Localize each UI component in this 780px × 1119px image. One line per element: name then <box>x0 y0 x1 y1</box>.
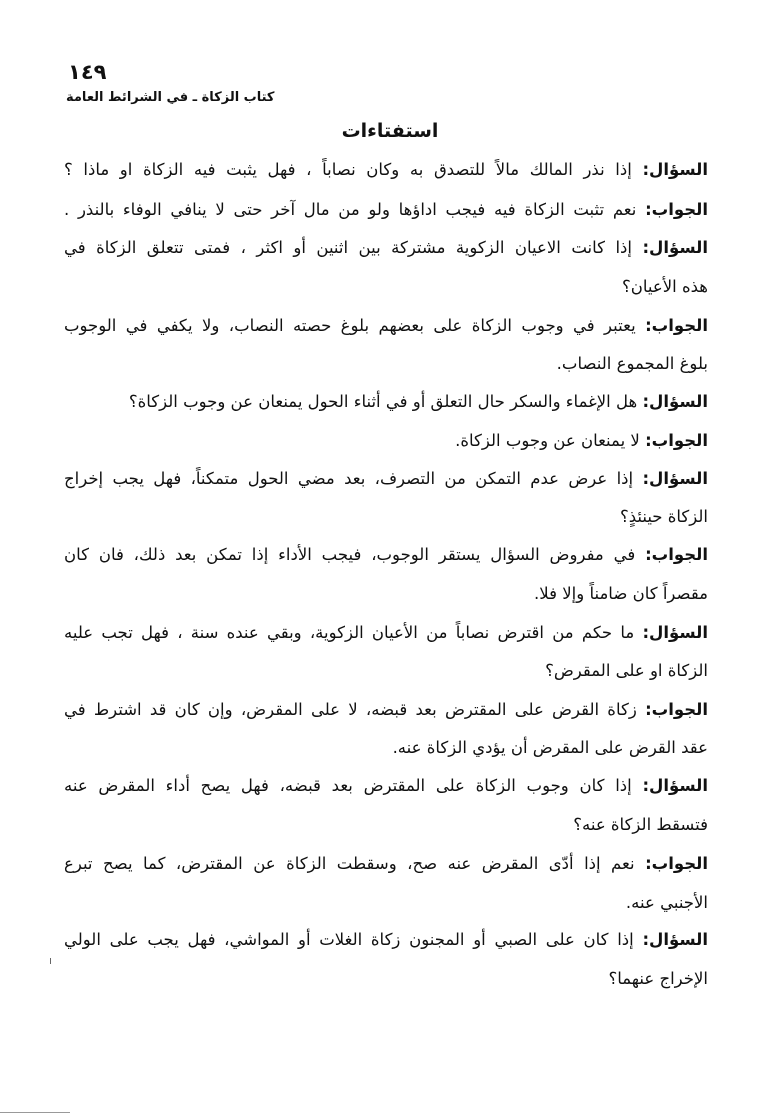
line-text: لا يمنعان عن وجوب الزكاة. <box>455 431 646 450</box>
text-line <box>64 967 708 991</box>
line-text: مقصراً كان ضامناً وإلا فلا. <box>534 584 708 603</box>
line-text: ما حكم من اقترض نصاباً من الأعيان الزكوية، وبقي عنده سنة ، فهل تجب عليه <box>64 623 643 642</box>
line-text: زكاة القرض على المقترض بعد قبضه، لا على المقرض، وإن كان قد اشترط في <box>64 700 646 719</box>
text-line <box>64 158 708 182</box>
bottom-rule <box>0 1112 70 1113</box>
line-text: الأجنبي عنه. <box>625 893 708 912</box>
text-line <box>64 891 708 915</box>
text-line <box>64 198 708 222</box>
text-line <box>64 236 708 260</box>
text-line <box>64 852 708 876</box>
text-line <box>64 582 708 606</box>
page-number: ١٤٩ <box>68 60 107 84</box>
text-line <box>64 429 708 453</box>
answer-label: الجواب: <box>645 700 708 719</box>
line-text: الزكاة او على المقرض؟ <box>545 661 708 680</box>
text-line <box>64 467 708 491</box>
question-label: السؤال: <box>642 160 708 179</box>
text-line <box>64 813 708 837</box>
answer-label: الجواب: <box>645 316 708 335</box>
answer-label: الجواب: <box>645 854 708 873</box>
answer-label: الجواب: <box>645 200 708 219</box>
line-text: إذا نذر المالك مالاً للتصدق به وكان نصاباً ، فهل يثبت فيه الزكاة او ماذا ؟ <box>64 160 643 179</box>
line-text: إذا عرض عدم التمكن من التصرف، بعد مضي الحول متمكناً، فهل يجب إخراج <box>64 469 643 488</box>
line-text: نعم تثبت الزكاة فيه فيجب اداؤها ولو من مال آخر حتى لا ينافي الوفاء بالنذر . <box>64 200 646 219</box>
question-label: السؤال: <box>642 469 708 488</box>
line-text: في مفروض السؤال يستقر الوجوب، فيجب الأداء إذا تمكن بعد ذلك، فان كان <box>64 545 646 564</box>
section-title: استفتاءات <box>341 120 439 142</box>
text-line <box>64 621 708 645</box>
answer-label: الجواب: <box>645 545 708 564</box>
text-line <box>64 275 708 299</box>
text-line <box>64 390 708 414</box>
margin-mark <box>50 958 51 964</box>
text-line <box>64 928 708 952</box>
line-text: عقد القرض على المقرض أن يؤدي الزكاة عنه. <box>392 738 708 757</box>
answer-label: الجواب: <box>645 431 708 450</box>
text-line <box>64 505 708 529</box>
line-text: فتسقط الزكاة عنه؟ <box>573 815 708 834</box>
line-text: إذا كانت الاعيان الزكوية مشتركة بين اثنين أو اكثر ، فمتى تتعلق الزكاة في <box>64 238 643 257</box>
text-line <box>64 352 708 376</box>
line-text: هذه الأعيان؟ <box>622 277 708 296</box>
text-line <box>64 774 708 798</box>
line-text: نعم إذا أدّى المقرض عنه صح، وسقطت الزكاة عن المقترض، كما يصح تبرع <box>64 854 646 873</box>
line-text: إذا كان وجوب الزكاة على المقترض بعد قبضه، فهل يصح أداء المقرض عنه <box>64 776 643 795</box>
line-text: إذا كان على الصبي أو المجنون زكاة الغلات أو المواشي، فهل يجب على الولي <box>64 930 643 949</box>
text-line <box>64 736 708 760</box>
question-label: السؤال: <box>642 930 708 949</box>
line-text: الزكاة حينئذٍ؟ <box>619 507 708 526</box>
text-line <box>64 698 708 722</box>
question-label: السؤال: <box>642 392 708 411</box>
line-text: يعتبر في وجوب الزكاة على بعضهم بلوغ حصته النصاب، ولا يكفي في الوجوب <box>64 316 646 335</box>
line-text: هل الإغماء والسكر حال التعلق أو في أثناء الحول يمنعان عن وجوب الزكاة؟ <box>128 392 643 411</box>
line-text: بلوغ المجموع النصاب. <box>556 354 708 373</box>
question-label: السؤال: <box>642 623 708 642</box>
text-line <box>64 659 708 683</box>
question-label: السؤال: <box>642 776 708 795</box>
running-header: كتاب الزكاة ـ في الشرائط العامة <box>66 90 275 105</box>
text-line <box>64 314 708 338</box>
question-label: السؤال: <box>642 238 708 257</box>
line-text: الإخراج عنهما؟ <box>608 969 708 988</box>
text-line <box>64 543 708 567</box>
